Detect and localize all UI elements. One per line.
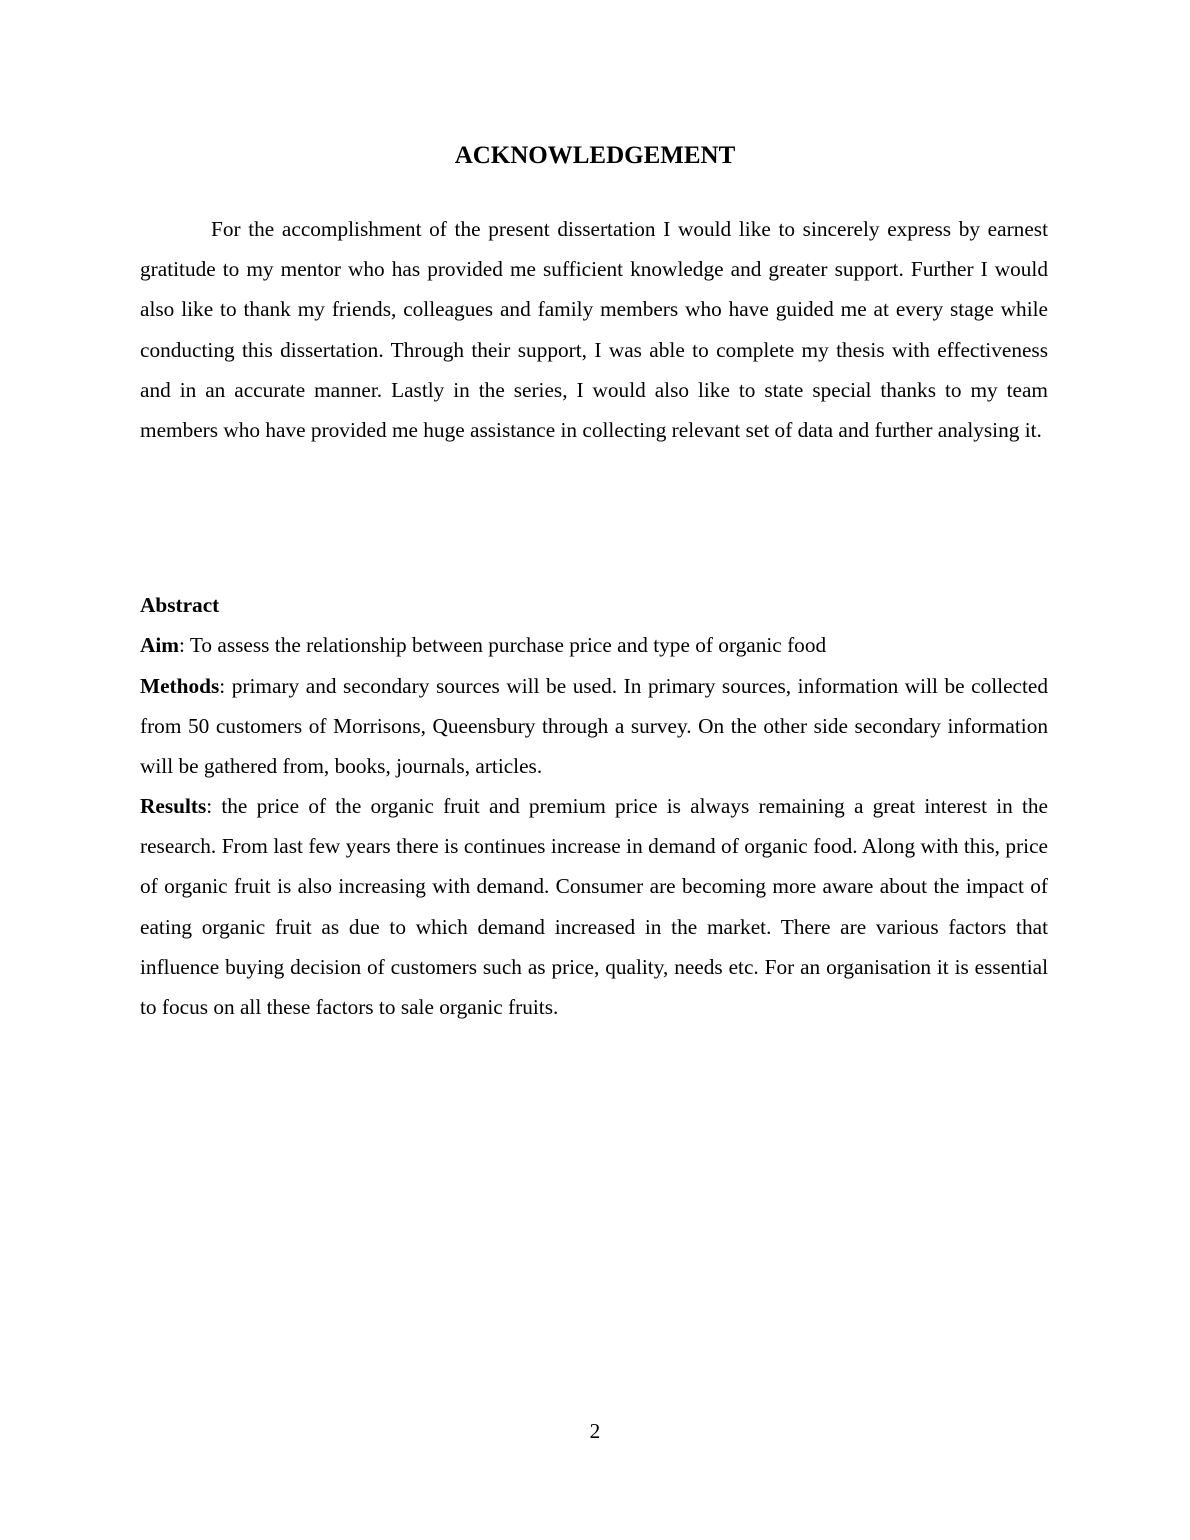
abstract-results [140, 786, 1048, 1027]
results-label: Results [140, 794, 207, 818]
acknowledgement-title: ACKNOWLEDGEMENT [454, 142, 736, 169]
aim-label: Aim [140, 633, 180, 657]
abstract-aim [140, 625, 1048, 665]
methods-text: : primary and secondary sources will be used. In primary sources, information will be collected from 50 customers of Morrisons, Queensbury through a survey. On the other side secondary information will be gathered from, books, journals, articles. [140, 674, 1048, 779]
acknowledgement-paragraph: For the accomplishment of the present dissertation I would like to sincerely express by earnest gratitude to my mentor who has provided me sufficient knowledge and greater support. Further I would also like to thank my friends, colleagues and family members who have guided me at every stage while conducting this dissertation. Through their support, I was able to complete my thesis with effectiveness and in an accurate manner. Lastly in the series, I would also like to state special thanks to my team members who have provided me huge assistance in collecting relevant set of data and further analysing it. [140, 217, 1048, 443]
abstract-methods [140, 666, 1048, 787]
page-number: 2 [589, 1419, 601, 1443]
aim-text: : To assess the relationship between purchase price and type of organic food [179, 633, 827, 657]
abstract-heading: Abstract [140, 593, 220, 617]
results-text: : the price of the organic fruit and premium price is always remaining a great interest in the research. From last few years there is continues increase in demand of organic food. Along with this, price of organic fruit is also increasing with demand. Consumer are becoming more aware about the impact of eating organic fruit as due to which demand increased in the market. There are various factors that influence buying decision of customers such as price, quality, needs etc. For an organisation it is essential to focus on all these factors to sale organic fruits. [140, 794, 1048, 1020]
methods-label: Methods [140, 674, 220, 698]
